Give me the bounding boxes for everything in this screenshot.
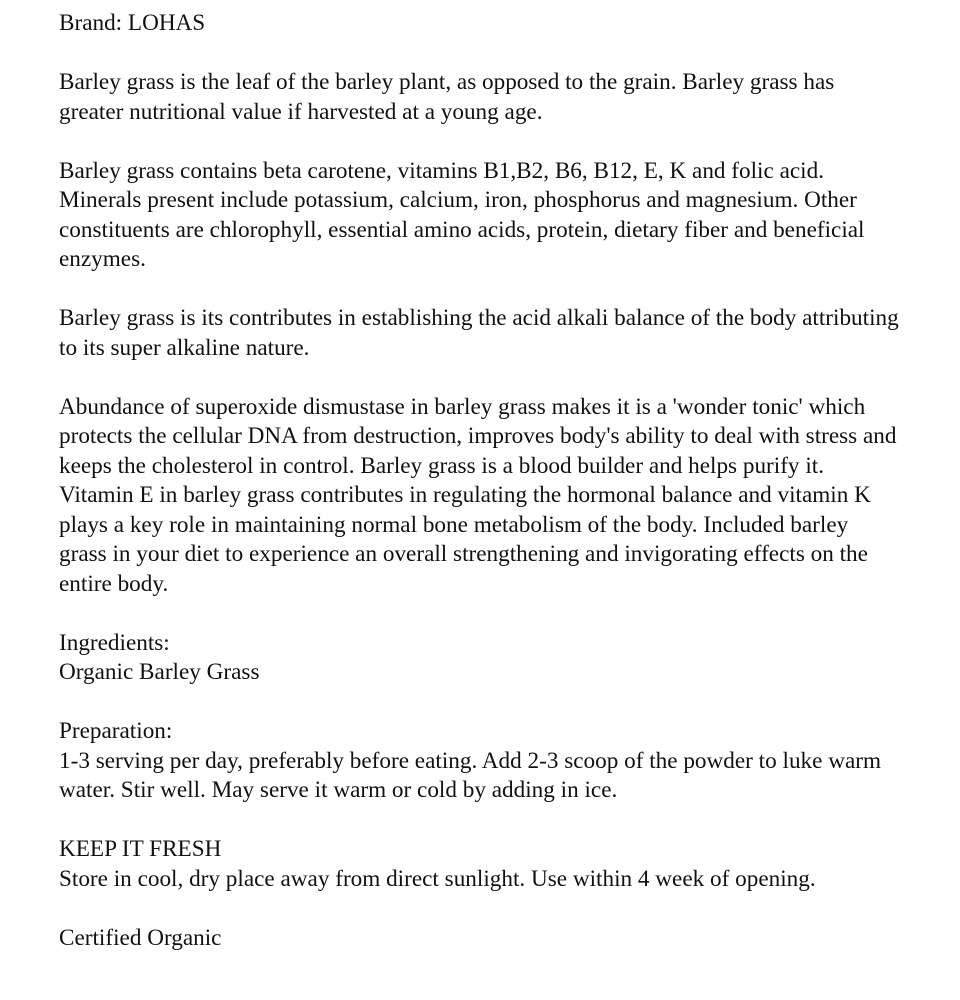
paragraph-benefits: Abundance of superoxide dismustase in barley grass makes it is a 'wonder tonic' which protects the cellular DNA from destruction, improves body's ability to deal with stress and keeps the cholesterol in control. Barley grass is a blood builder and helps purify it. Vitamin E in barley grass contributes in regulating the hormonal balance and vitamin K plays a key role in maintaining normal bone metabolism of the body. Included barley grass in your diet to experience an overall strengthening and invigorating effects on the entire body. (59, 393, 897, 597)
ingredients-text: Organic Barley Grass (59, 659, 260, 685)
keep-fresh-section (59, 835, 899, 894)
ingredients-heading: Ingredients: (59, 629, 170, 656)
preparation-section (59, 717, 899, 806)
preparation-text: 1-3 serving per day, preferably before eating. Add 2-3 scoop of the powder to luke warm water. Stir well. May serve it warm or cold by adding in ice. (59, 747, 882, 803)
keep-fresh-text: Store in cool, dry place away from direct sunlight. Use within 4 week of opening. (59, 865, 816, 892)
preparation-heading: Preparation: (59, 718, 173, 744)
paragraph-intro: Barley grass is the leaf of the barley plant, as opposed to the grain. Barley grass has greater nutritional value if harvested at a young age. (59, 69, 835, 125)
certification-line: Certified Organic (59, 924, 222, 951)
paragraph-nutrients: Barley grass contains beta carotene, vitamins B1,B2, B6, B12, E, K and folic acid. Minerals present include potassium, calcium, iron, phosphorus and magnesium. Other constituents are chlorophyll, essential amino acids, protein, dietary fiber and beneficial enzymes. (59, 157, 865, 272)
ingredients-section (59, 629, 899, 688)
paragraph-alkaline: Barley grass is its contributes in establishing the acid alkali balance of the body attributing to its super alkaline nature. (59, 305, 899, 361)
brand-line: Brand: LOHAS (59, 10, 206, 36)
product-description (59, 9, 899, 983)
keep-fresh-heading: KEEP IT FRESH (59, 836, 222, 862)
